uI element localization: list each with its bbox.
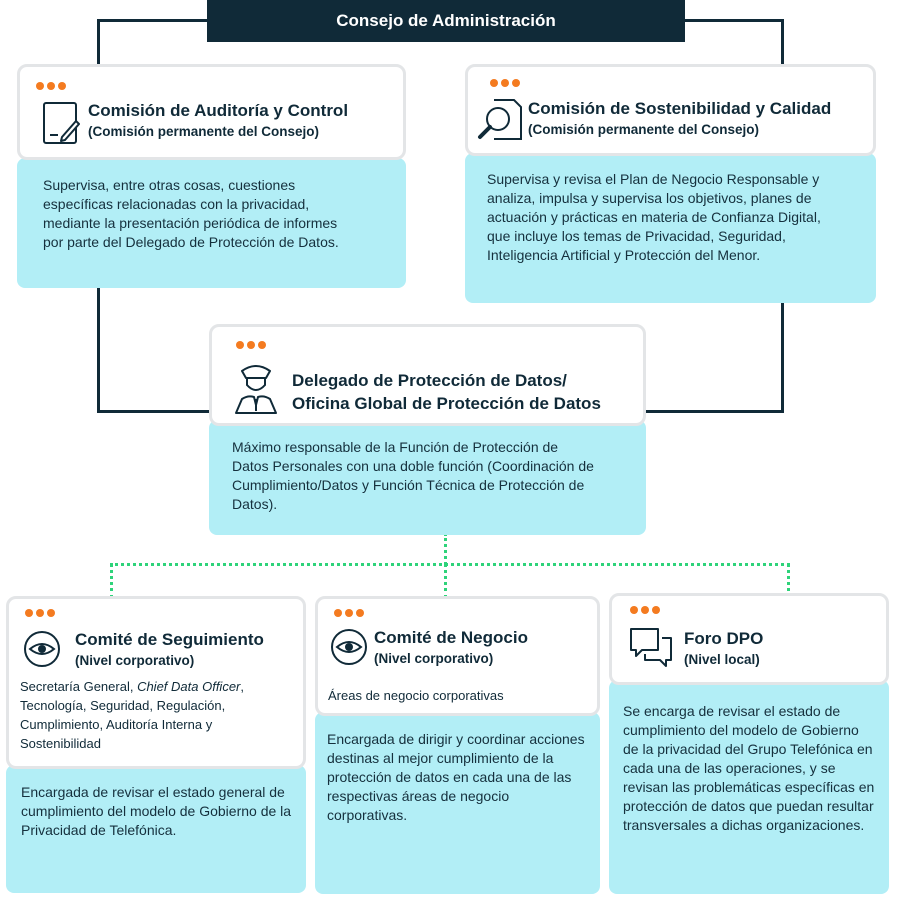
document-pen-icon: [42, 101, 82, 147]
officer-icon: [232, 359, 280, 415]
forum-title: Foro DPO: [684, 629, 764, 648]
monitoring-description-panel: [6, 765, 306, 893]
audit-title: Comisión de Auditoría y Control: [88, 101, 349, 120]
monitoring-members-italic: Chief Data Officer: [137, 679, 241, 694]
dpo-description-panel: [209, 420, 646, 535]
board-title: Consejo de Administración: [207, 0, 685, 42]
business-dotted-connector: [444, 563, 447, 599]
audit-card: [17, 64, 406, 160]
business-dots: [334, 609, 364, 617]
forum-subtitle: (Nivel local): [684, 652, 760, 667]
monitoring-members-suffix: , Tecnología, Seguridad, Regulación, Cumplimiento, Auditoría Interna y Sostenibilidad: [20, 679, 245, 751]
forum-description-panel: [609, 680, 889, 894]
audit-wire-down: [97, 285, 100, 413]
sustainability-description-panel: [465, 153, 876, 303]
eye-icon: [329, 627, 369, 667]
magnifier-document-icon: [476, 97, 524, 143]
committees-dotted-connector: [110, 563, 790, 566]
business-card: [315, 596, 600, 716]
audit-dots: [36, 82, 66, 90]
monitoring-dotted-connector: [110, 563, 113, 599]
board-wire-left-down: [97, 19, 100, 69]
sustainability-card: [465, 64, 876, 156]
business-description: Encargada de dirigir y coordinar acciones destinas al mejor cumplimiento de la protección de datos en cada una de las respectivas áreas de negocio corporativas.: [327, 731, 585, 823]
board-wire-right-down: [781, 19, 784, 69]
dpo-dotted-connector-down: [444, 533, 447, 565]
eye-icon: [22, 629, 62, 669]
business-subtitle: (Nivel corporativo): [374, 651, 494, 666]
audit-subtitle: (Comisión permanente del Consejo): [88, 124, 320, 139]
business-title: Comité de Negocio: [374, 628, 528, 647]
monitoring-members: [20, 677, 295, 753]
monitoring-subtitle: (Nivel corporativo): [75, 653, 195, 668]
dpo-description: Máximo responsable de la Función de Protección de Datos Personales con una doble función (Coordinación de Cumplimiento/Datos y Función Técnica de Protección de Datos).: [232, 439, 594, 512]
dpo-card: [209, 324, 646, 426]
sustainability-title: Comisión de Sostenibilidad y Calidad: [528, 99, 832, 118]
board-wire-left-horizontal: [97, 19, 209, 22]
forum-card: [609, 593, 889, 685]
dpo-title-line2: Oficina Global de Protección de Datos: [292, 394, 601, 413]
audit-description: Supervisa, entre otras cosas, cuestiones específicas relacionadas con la privacidad, mediante la presentación periódica de informes por parte del Delegado de Protección de Datos.: [43, 177, 339, 250]
audit-description-panel: [17, 158, 406, 288]
chat-bubbles-icon: [628, 626, 674, 668]
sustainability-dots: [490, 79, 520, 87]
forum-dots: [630, 606, 660, 614]
monitoring-dots: [25, 609, 55, 617]
sustainability-subtitle: (Comisión permanente del Consejo): [528, 122, 760, 137]
dpo-dots: [236, 341, 266, 349]
sustainability-description: Supervisa y revisa el Plan de Negocio Responsable y analiza, impulsa y supervisa los objetivos, planes de actuación y prácticas en materia de Confianza Digital, que incluye los temas de Privacidad, Seguridad, Inteligencia Artificial y Protección del Menor.: [487, 171, 821, 263]
dpo-wire-left: [97, 410, 212, 413]
dpo-wire-right: [644, 410, 784, 413]
business-members: Áreas de negocio corporativas: [328, 688, 504, 703]
dpo-title-line1: Delegado de Protección de Datos/: [292, 371, 567, 390]
monitoring-description: Encargada de revisar el estado general de cumplimiento del modelo de Gobierno de la Privacidad de Telefónica.: [21, 784, 292, 838]
monitoring-members-prefix: Secretaría General,: [20, 679, 138, 694]
monitoring-card: [6, 596, 306, 769]
board-wire-right-horizontal: [684, 19, 784, 22]
business-description-panel: [315, 712, 600, 894]
forum-description: Se encarga de revisar el estado de cumplimiento del modelo de Gobierno de la privacidad del Grupo Telefónica en cada una de las operaciones, y se revisan las problemáticas específicas en protección de datos que puedan resultar transversales a dichas organizaciones.: [623, 703, 875, 833]
sustainability-wire-down: [781, 300, 784, 413]
monitoring-title: Comité de Seguimiento: [75, 630, 264, 649]
